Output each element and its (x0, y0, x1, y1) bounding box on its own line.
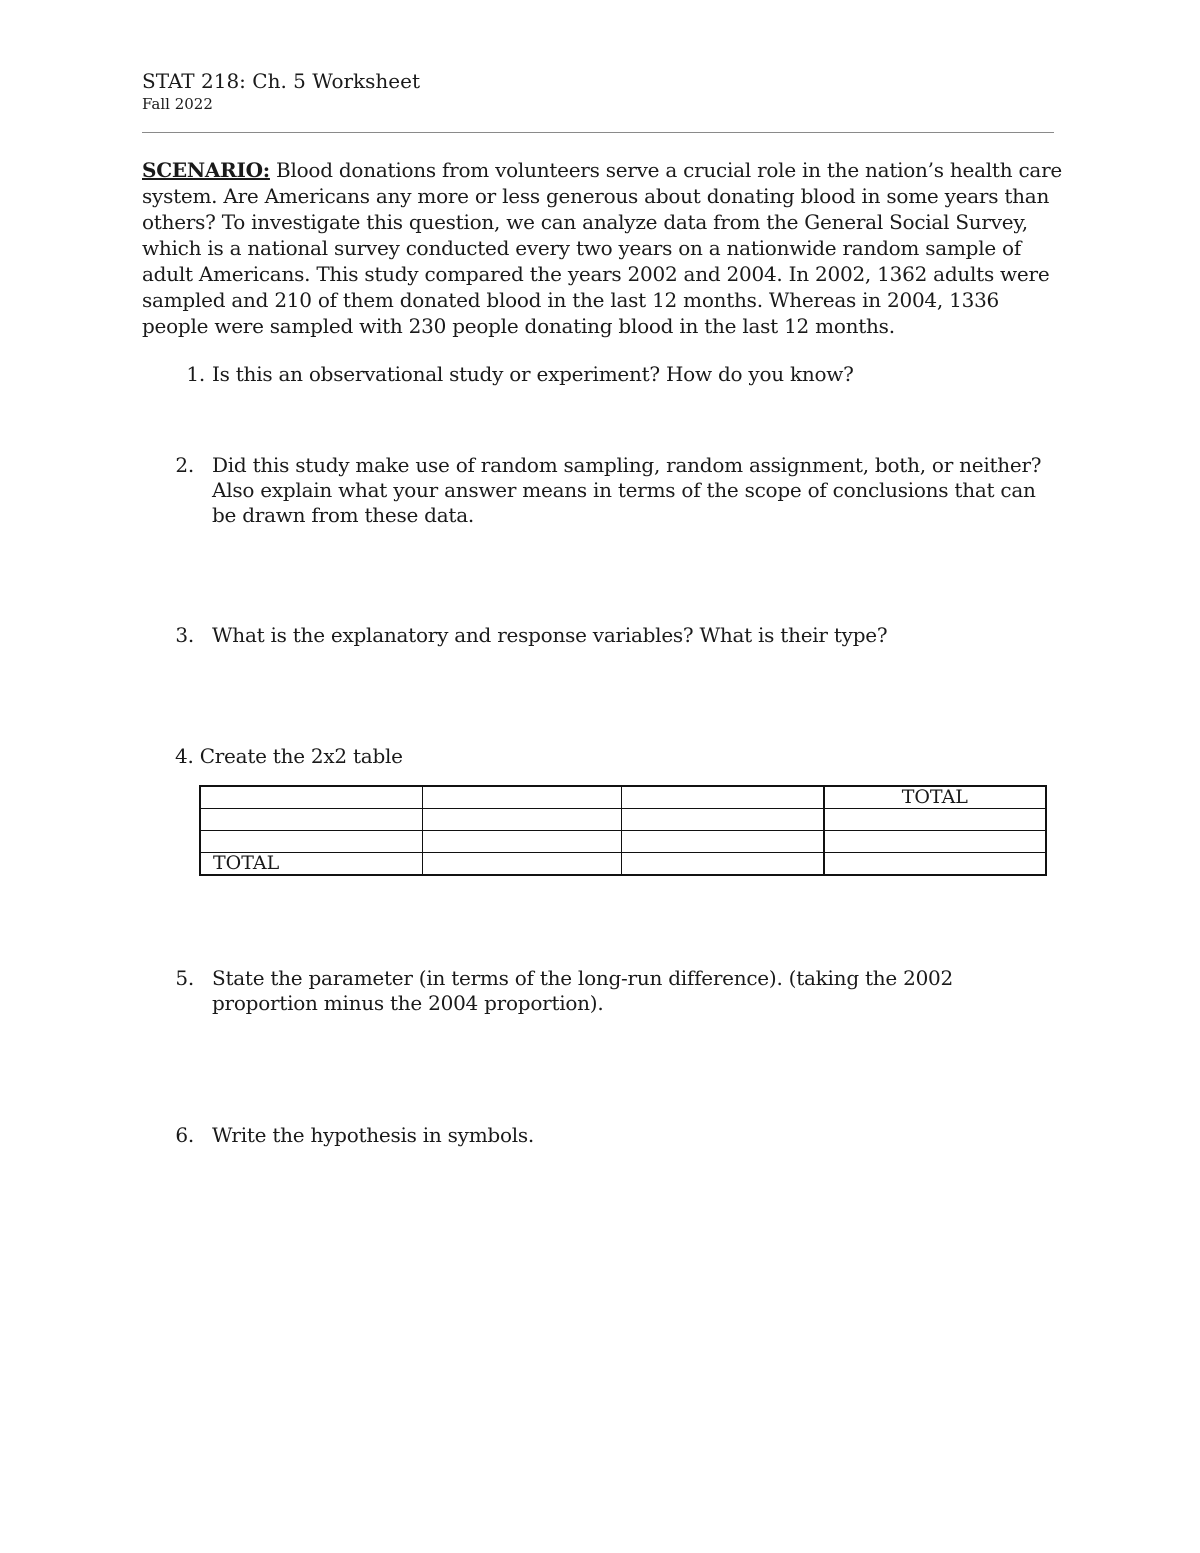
scenario-text: Blood donations from volunteers serve a crucial role in the nation’s health care system. Are Americans any more or less generous about donating blood in some years than others? To investigate this question, we can analyze data from the General Social Survey, which is a national survey conducted every two years on a nationwide random sample of adult Americans. This study compared the years 2002 and 2004. In 2002, 1362 adults were sampled and 210 of them donated blood in the last 12 months. Whereas in 2004, 1336 people were sampled with 230 people donating blood in the last 12 months. (142, 158, 1062, 338)
worksheet-term: Fall 2022 (142, 95, 213, 113)
table-row (200, 831, 1046, 853)
table-cell (824, 831, 1046, 853)
question-text: Write the hypothesis in symbols. (212, 1123, 535, 1147)
header-divider (142, 132, 1054, 133)
scenario-paragraph (142, 157, 1062, 339)
question-number: 3. (175, 623, 194, 647)
table-cell (423, 786, 622, 809)
question-number: 5. (175, 966, 194, 990)
worksheet-title: STAT 218: Ch. 5 Worksheet (142, 69, 421, 93)
question-text: Did this study make use of random sampling, random assignment, both, or neither? Also explain what your answer means in terms of the scope of conclusions that can be drawn from these data. (212, 453, 1042, 527)
table-cell (622, 831, 824, 853)
table-row (200, 809, 1046, 831)
question-text: What is the explanatory and response variables? What is their type? (212, 623, 888, 647)
table-cell (423, 809, 622, 831)
table-cell (824, 809, 1046, 831)
table-row (200, 786, 1046, 809)
table-cell-total-label: TOTAL (200, 853, 423, 876)
table-cell (824, 853, 1046, 876)
table-cell (423, 831, 622, 853)
question-text: Is this an observational study or experiment? How do you know? (212, 362, 854, 386)
question-4: 4. Create the 2x2 table (175, 744, 403, 768)
table-cell (622, 786, 824, 809)
table-cell (200, 831, 423, 853)
scenario-label: SCENARIO: (142, 158, 270, 182)
table-cell (622, 809, 824, 831)
question-text: State the parameter (in terms of the long-run difference). (taking the 2002 proportion minus the 2004 proportion). (212, 966, 953, 1015)
table-cell (423, 853, 622, 876)
table-cell (200, 786, 423, 809)
table-row (200, 853, 1046, 876)
table-cell (622, 853, 824, 876)
question-number: 2. (175, 453, 194, 477)
question-number: 1. (186, 362, 205, 386)
two-by-two-table (199, 785, 1047, 876)
question-number: 6. (175, 1123, 194, 1147)
table-cell (200, 809, 423, 831)
table-cell-total-header: TOTAL (824, 786, 1046, 809)
